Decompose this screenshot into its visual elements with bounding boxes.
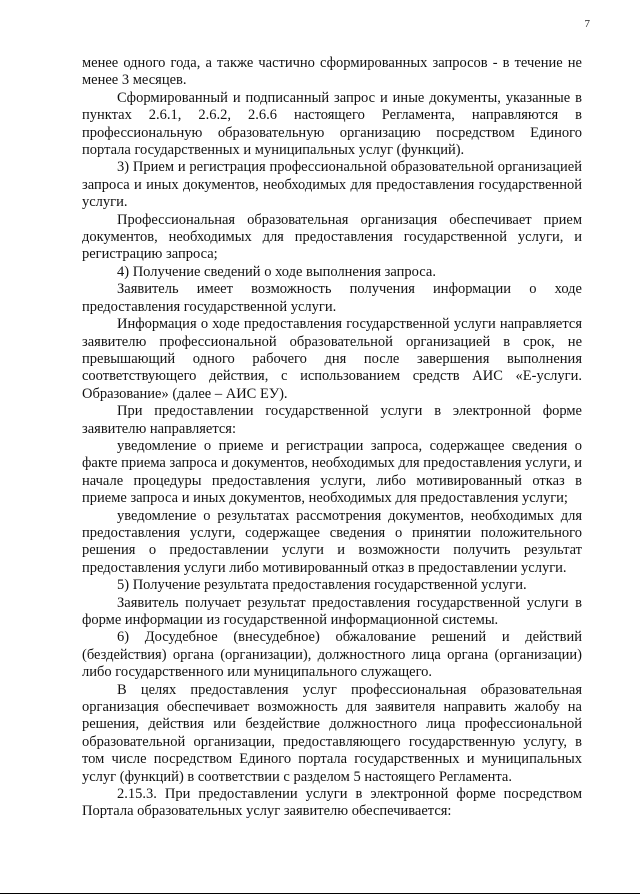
paragraph: 5) Получение результата предоставления государственной услуги. — [117, 577, 527, 594]
paragraph: 2.15.3. При предоставлении услуги в электронной форме посредством Портала образовательных услуг заявителю обеспечивается: — [82, 786, 582, 820]
paragraph: Профессиональная образовательная организация обеспечивает прием документов, необходимых для предоставления государственной услуги, и регистрацию запроса; — [82, 211, 582, 263]
paragraph: Заявитель имеет возможность получения информации о ходе предоставления государственной услуги. — [82, 281, 582, 315]
paragraph: Заявитель получает результат предоставления государственной услуги в форме информации из государственной информационной системы. — [82, 594, 582, 628]
paragraph: Информация о ходе предоставления государственной услуги направляется заявителю профессиональной образовательной организацией в срок, не превышающий одного рабочего дня после завершения выполнения соответствующего действия, с использованием средств АИС «Е-услуги. Образование» (далее – АИС ЕУ). — [82, 316, 582, 402]
paragraph: менее одного года, а также частично сформированных запросов - в течение не менее 3 месяцев. — [82, 55, 582, 89]
paragraph: уведомление о приеме и регистрации запроса, содержащее сведения о факте приема запроса и документов, необходимых для предоставления услуги, и начале процедуры предоставления услуги, либо мотивированный отказ в приеме запроса и иных документов, необходимых для предоставления услуги; — [82, 437, 582, 507]
paragraph: 3) Прием и регистрация профессиональной образовательной организацией запроса и иных документов, необходимых для предоставления государственной услуги. — [82, 159, 582, 211]
paragraph: 6) Досудебное (внесудебное) обжалование решений и действий (бездействия) органа (организации), должностного лица органа (организации) либо государственного или муниципального служащего. — [82, 629, 582, 681]
paragraph: При предоставлении государственной услуги в электронной форме заявителю направляется: — [82, 403, 582, 437]
page-number: 7 — [584, 18, 590, 30]
document-body — [82, 55, 582, 821]
paragraph: Сформированный и подписанный запрос и иные документы, указанные в пунктах 2.6.1, 2.6.2, 2.6.6 настоящего Регламента, направляются в профессиональную образовательную организацию посредством Единого портала государственных и муниципальных услуг (функций). — [82, 89, 582, 159]
paragraph: уведомление о результатах рассмотрения документов, необходимых для предоставления услуги, содержащее сведения о принятии положительного решения о предоставлении услуги и возможности получить результат предоставления услуги либо мотивированный отказ в предоставлении услуги. — [82, 507, 582, 576]
paragraph: В целях предоставления услуг профессиональная образовательная организация обеспечивает возможность для заявителя направить жалобу на решения, действия или бездействие должностного лица профессиональной образовательной организации, предоставляющего государственную услугу, в том числе посредством Единого портала государственных и муниципальных услуг (функций) в соответствии с разделом 5 настоящего Регламента. — [82, 681, 582, 785]
paragraph: 4) Получение сведений о ходе выполнения запроса. — [117, 263, 436, 280]
